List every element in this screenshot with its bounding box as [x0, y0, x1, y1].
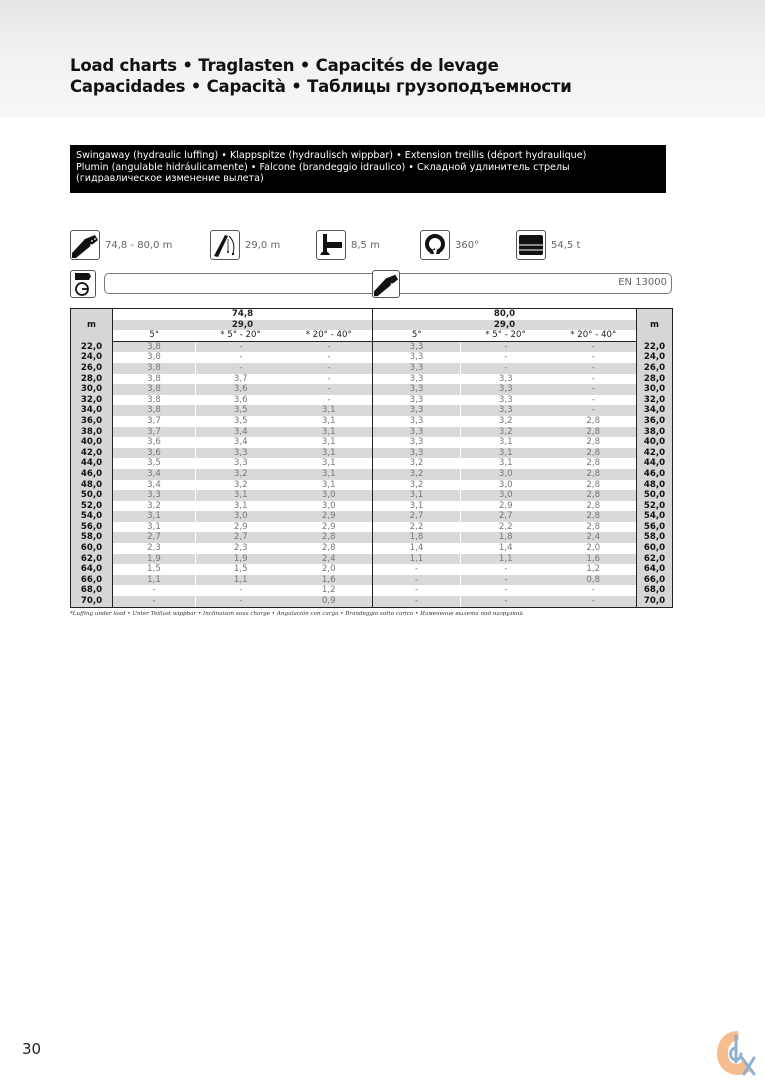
table-row	[71, 596, 673, 607]
load-value: 3,3	[373, 405, 461, 416]
spec-rotation	[420, 228, 479, 262]
load-value: 3,5	[196, 416, 286, 427]
table-row	[71, 416, 673, 427]
angle-header: 5°	[113, 330, 196, 341]
load-value: -	[591, 394, 595, 405]
load-value: 3,1	[321, 458, 336, 469]
load-value: 3,6	[196, 384, 286, 395]
load-value: 3,5	[147, 458, 161, 469]
radius-cell-right: 36,0	[637, 416, 673, 427]
angle-header: * 5° - 20°	[196, 330, 286, 341]
spec-luffing-jib	[210, 228, 280, 262]
norm-bar-row	[70, 270, 672, 300]
spec-outrigger-value: 8,5 m	[351, 239, 380, 251]
table-row	[71, 341, 673, 352]
radius-cell-right: 32,0	[637, 395, 673, 406]
load-value: -	[196, 363, 286, 374]
load-value: -	[196, 596, 286, 607]
radius-cell-left: 32,0	[71, 395, 113, 406]
load-value: 3,8	[113, 384, 196, 395]
load-value: 3,1	[286, 427, 373, 438]
load-value: 3,8	[147, 373, 161, 384]
table-row	[71, 427, 673, 438]
radius-cell-left: 48,0	[71, 480, 113, 491]
specs-row	[70, 228, 672, 262]
load-value: 3,2	[373, 458, 461, 469]
load-value: 2,2	[461, 522, 551, 533]
radius-cell-left: 56,0	[71, 522, 113, 533]
load-value: -	[591, 585, 595, 596]
radius-cell-right: 54,0	[637, 511, 673, 522]
load-value: -	[196, 352, 286, 363]
radius-cell-left: 44,0	[71, 458, 113, 469]
load-value: 2,7	[461, 511, 551, 522]
spec-main-boom-value: 74,8 - 80,0 m	[105, 239, 173, 251]
load-value: 3,3	[373, 341, 461, 352]
load-value: 2,7	[113, 532, 196, 543]
radius-cell-right: 56,0	[637, 522, 673, 533]
load-value: 3,2	[373, 480, 461, 491]
radius-cell-right: 60,0	[637, 543, 673, 554]
load-value: 3,2	[196, 480, 286, 491]
load-value: 3,3	[373, 352, 461, 363]
load-value: 3,2	[461, 416, 551, 427]
radius-cell-left: 66,0	[71, 575, 113, 586]
load-value: 1,8	[373, 532, 461, 543]
load-value: -	[461, 585, 551, 596]
load-value: 1,9	[113, 554, 196, 565]
main-boom-icon	[372, 270, 400, 298]
load-value: 2,2	[373, 522, 461, 533]
table-row	[71, 480, 673, 491]
load-value: 1,8	[461, 532, 551, 543]
load-value: -	[327, 352, 331, 363]
load-value: 1,1	[373, 554, 461, 565]
table-row	[71, 448, 673, 459]
radius-cell-right: 44,0	[637, 458, 673, 469]
radius-cell-left: 52,0	[71, 501, 113, 512]
page-title	[70, 55, 572, 97]
load-value: 3,4	[196, 437, 286, 448]
load-value: 2,8	[551, 490, 637, 501]
load-value: 3,5	[196, 405, 286, 416]
load-value: 2,4	[551, 532, 637, 543]
radius-cell-left: 36,0	[71, 416, 113, 427]
load-value: 3,3	[373, 395, 461, 406]
load-value: 3,1	[321, 437, 336, 448]
load-value: 3,3	[461, 374, 551, 385]
radius-cell-left: 46,0	[71, 469, 113, 480]
load-value: 3,0	[286, 490, 373, 501]
load-value: 3,1	[147, 521, 161, 532]
table-row	[71, 532, 673, 543]
load-value: -	[591, 373, 595, 384]
load-value: 3,3	[373, 374, 461, 385]
table-row	[71, 522, 673, 533]
load-value: 3,3	[461, 395, 551, 406]
standard-label: EN 13000	[618, 277, 667, 288]
watermark-logo	[714, 1028, 762, 1078]
table-row	[71, 405, 673, 416]
load-value: -	[196, 341, 286, 352]
radius-header-right: m	[637, 309, 673, 342]
load-value: 3,8	[113, 363, 196, 374]
load-value: 3,3	[373, 384, 461, 395]
load-value: 2,9	[196, 522, 286, 533]
spec-counterweight-value: 54,5 t	[551, 239, 581, 251]
load-value: 2,3	[147, 543, 161, 554]
load-value: 3,6	[113, 448, 196, 459]
load-value: 3,1	[461, 448, 551, 459]
angle-header: * 20° - 40°	[551, 330, 637, 341]
load-value: 3,3	[373, 427, 461, 438]
load-value: 3,4	[113, 469, 196, 480]
boom-length-80-0: 80,0	[373, 309, 637, 320]
table-row	[71, 543, 673, 554]
luffing-jib-icon	[210, 230, 240, 260]
load-value: -	[461, 564, 551, 575]
radius-cell-right: 48,0	[637, 480, 673, 491]
radius-cell-right: 64,0	[637, 564, 673, 575]
load-value: -	[551, 363, 637, 374]
spec-luffing-jib-value: 29,0 m	[245, 239, 281, 251]
load-value: 2,4	[286, 554, 373, 565]
footnote: *Luffing under load • Unter Teillast wippbar • Inclinaison sous charge • Angulación con carga • Brandeggio sotto carico • Изменение вылета под нагрузкой	[70, 611, 523, 617]
outrigger-icon	[316, 230, 346, 260]
jib-length-right: 29,0	[373, 320, 637, 331]
load-value: -	[113, 596, 196, 607]
radius-cell-right: 58,0	[637, 532, 673, 543]
radius-cell-left: 22,0	[71, 341, 113, 352]
load-value: 3,1	[373, 501, 461, 512]
radius-cell-right: 50,0	[637, 490, 673, 501]
load-value: 2,8	[551, 469, 637, 480]
load-value: 2,8	[586, 479, 601, 490]
load-value: 3,0	[196, 511, 286, 522]
radius-cell-left: 28,0	[71, 374, 113, 385]
radius-cell-right: 30,0	[637, 384, 673, 395]
load-value: -	[373, 585, 461, 596]
load-value: 1,4	[373, 543, 461, 554]
radius-cell-right: 22,0	[637, 341, 673, 352]
table-row	[71, 458, 673, 469]
load-value: 1,1	[461, 554, 551, 565]
load-value: 3,8	[113, 405, 196, 416]
load-value: 3,1	[286, 448, 373, 459]
load-value: -	[286, 341, 373, 352]
load-value: 1,6	[551, 554, 637, 565]
load-value: 3,4	[147, 479, 161, 490]
load-value: 3,3	[373, 437, 461, 448]
load-value: 3,1	[321, 415, 336, 426]
angle-header: * 5° - 20°	[461, 330, 551, 341]
load-value: 2,8	[321, 543, 336, 554]
load-value: 3,1	[461, 458, 551, 469]
table-row	[71, 554, 673, 565]
rotation-icon	[420, 230, 450, 260]
table-row	[71, 501, 673, 512]
load-value: 2,8	[551, 511, 637, 522]
radius-cell-left: 58,0	[71, 532, 113, 543]
radius-cell-right: 40,0	[637, 437, 673, 448]
load-value: 2,3	[196, 543, 286, 554]
jib-length-left: 29,0	[113, 320, 373, 331]
boom-length-74-8: 74,8	[113, 309, 373, 320]
load-value: 3,6	[147, 437, 161, 448]
load-value: 2,0	[321, 564, 336, 575]
load-value: -	[551, 384, 637, 395]
load-value: 3,1	[113, 511, 196, 522]
load-value: 2,8	[586, 521, 601, 532]
table-row	[71, 511, 673, 522]
table-row	[71, 395, 673, 406]
page-title-line-2: Capacidades • Capacità • Таблицы грузоподъемности	[70, 77, 572, 96]
load-value: 2,8	[286, 532, 373, 543]
table-row	[71, 437, 673, 448]
table-row	[71, 384, 673, 395]
counterweight-icon	[516, 230, 546, 260]
load-value: 2,0	[586, 543, 601, 554]
load-value: 3,3	[461, 384, 551, 395]
radius-cell-left: 40,0	[71, 437, 113, 448]
table-row	[71, 352, 673, 363]
angle-header: * 20° - 40°	[286, 330, 373, 341]
angle-header: 5°	[373, 330, 461, 341]
banner-line-3: (гидравлическое изменение вылета)	[76, 173, 264, 184]
load-value: 3,3	[373, 363, 461, 374]
load-value: 1,1	[196, 575, 286, 586]
radius-cell-right: 38,0	[637, 427, 673, 438]
load-value: -	[373, 564, 461, 575]
radius-cell-right: 46,0	[637, 469, 673, 480]
load-value: 2,8	[551, 448, 637, 459]
spec-rotation-value: 360°	[455, 239, 480, 251]
load-value: 3,3	[461, 405, 551, 416]
load-value: 2,8	[586, 415, 601, 426]
load-value: 3,3	[373, 416, 461, 427]
radius-cell-right: 34,0	[637, 405, 673, 416]
load-value: 3,0	[461, 469, 551, 480]
load-value: -	[461, 596, 551, 607]
load-value: 3,8	[147, 394, 161, 405]
table-row	[71, 490, 673, 501]
radius-cell-left: 60,0	[71, 543, 113, 554]
load-value: 3,3	[113, 490, 196, 501]
load-value: 3,1	[286, 469, 373, 480]
radius-header-left: m	[71, 309, 113, 342]
radius-cell-right: 28,0	[637, 374, 673, 385]
load-value: 3,1	[461, 437, 551, 448]
load-value: 3,2	[461, 427, 551, 438]
load-chart-table	[70, 308, 673, 608]
load-value: 3,3	[373, 448, 461, 459]
load-value: -	[461, 352, 551, 363]
banner-line-2: Plumin (angulable hidráulicamente) • Falcone (brandeggio idraulico) • Складной удлинитель стрелы	[76, 161, 570, 173]
table-row	[71, 575, 673, 586]
load-value: 2,7	[373, 511, 461, 522]
radius-cell-right: 62,0	[637, 554, 673, 565]
load-value: -	[461, 575, 551, 586]
radius-cell-left: 38,0	[71, 427, 113, 438]
load-value: 2,8	[551, 427, 637, 438]
load-value: -	[551, 596, 637, 607]
load-value: 2,8	[586, 458, 601, 469]
load-value: 1,1	[113, 575, 196, 586]
load-value: 2,8	[586, 500, 601, 511]
load-value: 0,9	[286, 596, 373, 607]
load-value: 2,9	[286, 511, 373, 522]
load-value: 1,5	[196, 564, 286, 575]
table-row	[71, 564, 673, 575]
load-value: 1,5	[147, 564, 161, 575]
load-value: 3,2	[196, 469, 286, 480]
radius-cell-right: 66,0	[637, 575, 673, 586]
spec-counterweight	[516, 228, 580, 262]
banner-line-1: Swingaway (hydraulic luffing) • Klappspitze (hydraulisch wippbar) • Extension treillis (déport hydraulique)	[76, 150, 587, 161]
load-value: -	[551, 341, 637, 352]
load-value: 3,0	[321, 500, 336, 511]
radius-cell-right: 52,0	[637, 501, 673, 512]
load-value: -	[461, 363, 551, 374]
load-value: 3,1	[196, 501, 286, 512]
radius-cell-right: 42,0	[637, 448, 673, 459]
load-value: -	[373, 575, 461, 586]
load-value: 3,7	[196, 374, 286, 385]
radius-cell-left: 24,0	[71, 352, 113, 363]
load-value: 2,7	[196, 532, 286, 543]
load-value: -	[461, 341, 551, 352]
load-value: 1,6	[286, 575, 373, 586]
load-value: 3,1	[373, 490, 461, 501]
load-value: 2,8	[586, 437, 601, 448]
configuration-banner	[70, 145, 666, 193]
load-value: 3,2	[373, 469, 461, 480]
load-value: -	[196, 585, 286, 596]
radius-cell-left: 42,0	[71, 448, 113, 459]
load-value: 3,2	[147, 500, 161, 511]
load-value: 3,7	[113, 427, 196, 438]
load-chart-body	[71, 341, 673, 607]
load-value: 3,8	[113, 341, 196, 352]
radius-cell-right: 26,0	[637, 363, 673, 374]
radius-cell-left: 50,0	[71, 490, 113, 501]
spec-outrigger	[316, 228, 380, 262]
load-value: -	[152, 585, 156, 596]
load-value: 3,4	[196, 427, 286, 438]
page-title-line-1: Load charts • Traglasten • Capacités de levage	[70, 56, 499, 75]
load-value: 3,0	[461, 480, 551, 491]
load-value: 0,8	[551, 575, 637, 586]
load-value: -	[286, 384, 373, 395]
main-boom-icon	[70, 230, 100, 260]
load-value: 3,1	[321, 479, 336, 490]
load-value: -	[286, 363, 373, 374]
radius-cell-right: 70,0	[637, 596, 673, 607]
slewing-icon	[70, 270, 96, 298]
load-value: -	[551, 405, 637, 416]
table-row	[71, 363, 673, 374]
load-value: 1,4	[461, 543, 551, 554]
radius-cell-left: 26,0	[71, 363, 113, 374]
load-value: 1,2	[586, 564, 601, 575]
load-value: 1,9	[196, 554, 286, 565]
radius-cell-right: 24,0	[637, 352, 673, 363]
load-value: -	[327, 394, 331, 405]
radius-cell-left: 62,0	[71, 554, 113, 565]
radius-cell-left: 34,0	[71, 405, 113, 416]
page-number: 30	[22, 1040, 42, 1058]
table-row	[71, 585, 673, 596]
spec-main-boom	[70, 228, 172, 262]
load-value: -	[591, 352, 595, 363]
load-value: -	[373, 596, 461, 607]
load-value: 3,3	[196, 448, 286, 459]
radius-cell-left: 70,0	[71, 596, 113, 607]
radius-cell-left: 54,0	[71, 511, 113, 522]
load-value: 3,1	[286, 405, 373, 416]
table-row	[71, 374, 673, 385]
radius-cell-right: 68,0	[637, 585, 673, 596]
load-value: 3,7	[147, 415, 161, 426]
load-value: 3,3	[196, 458, 286, 469]
table-row	[71, 469, 673, 480]
load-value: 3,0	[461, 490, 551, 501]
load-value: 2,9	[321, 521, 336, 532]
load-value: 3,1	[196, 490, 286, 501]
load-value: 2,9	[461, 501, 551, 512]
radius-cell-left: 64,0	[71, 564, 113, 575]
radius-cell-left: 68,0	[71, 585, 113, 596]
load-value: 3,6	[196, 395, 286, 406]
load-value: -	[327, 373, 331, 384]
load-value: 3,8	[147, 352, 161, 363]
radius-cell-left: 30,0	[71, 384, 113, 395]
load-value: 1,2	[321, 585, 336, 596]
